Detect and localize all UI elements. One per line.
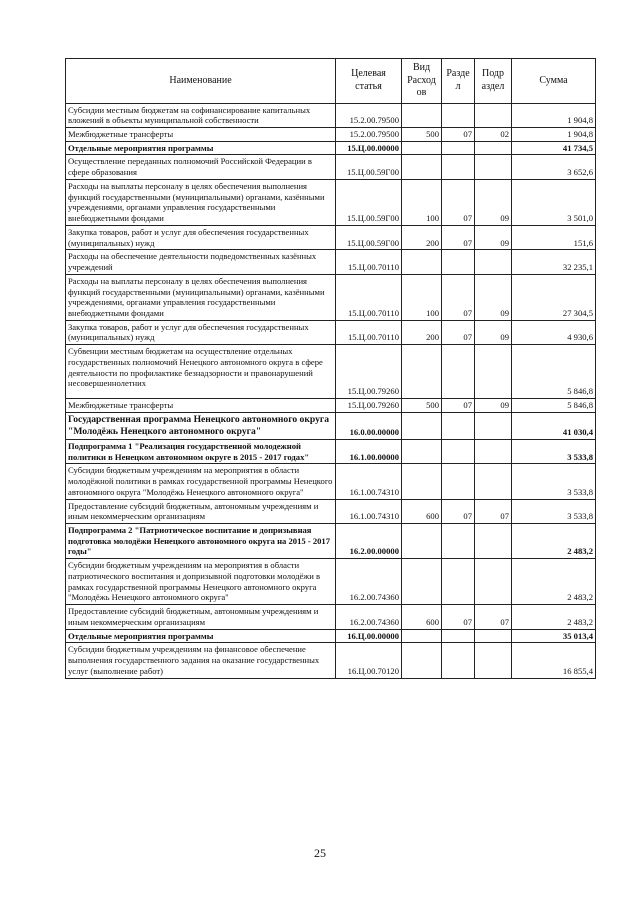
row-sum: 5 846,8 (512, 399, 596, 413)
header-subsection: Подр аздел (475, 59, 512, 104)
row-target-code: 16.1.00.00000 (336, 439, 402, 463)
table-row (66, 127, 596, 141)
row-sum: 2 483,2 (512, 559, 596, 605)
row-section (442, 629, 475, 643)
row-subsection (475, 559, 512, 605)
table-row (66, 345, 596, 399)
header-target: Целевая статья (336, 59, 402, 104)
row-target-code: 16.1.00.74310 (336, 499, 402, 523)
row-name: Предоставление субсидий бюджетным, автономным учреждениям и иным некоммерческим организациям (66, 499, 336, 523)
row-subsection (475, 464, 512, 499)
row-name: Межбюджетные трансферты (66, 399, 336, 413)
row-sum: 32 235,1 (512, 250, 596, 274)
row-name: Государственная программа Ненецкого автономного округа "Молодёжь Ненецкого автономного округа" (66, 412, 336, 439)
row-name: Подпрограмма 2 "Патриотическое воспитание и допризывная подготовка молодёжи Ненецкого автономного округа на 2015 - 2017 годы" (66, 523, 336, 558)
row-name: Предоставление субсидий бюджетным, автономным учреждениям и иным некоммерческим организациям (66, 605, 336, 629)
row-target-code: 15.Ц.00.79260 (336, 345, 402, 399)
table-row (66, 155, 596, 179)
table-row (66, 250, 596, 274)
row-target-code: 15.Ц.00.59Г00 (336, 225, 402, 249)
table-row (66, 225, 596, 249)
table-row (66, 523, 596, 558)
row-target-code: 16.2.00.00000 (336, 523, 402, 558)
row-name: Отдельные мероприятия программы (66, 629, 336, 643)
row-sum: 5 846,8 (512, 345, 596, 399)
row-expense-type (402, 643, 442, 678)
row-subsection (475, 643, 512, 678)
row-section: 07 (442, 274, 475, 320)
table-row (66, 399, 596, 413)
row-name: Субсидии местным бюджетам на софинансирование капитальных вложений в объекты муниципальной собственности (66, 103, 336, 127)
row-section (442, 523, 475, 558)
row-section (442, 464, 475, 499)
row-subsection (475, 439, 512, 463)
row-subsection: 07 (475, 499, 512, 523)
table-row (66, 274, 596, 320)
row-subsection (475, 345, 512, 399)
row-target-code: 15.2.00.79500 (336, 127, 402, 141)
table-header-row (66, 59, 596, 104)
table-row (66, 179, 596, 225)
row-expense-type: 600 (402, 605, 442, 629)
row-subsection: 07 (475, 605, 512, 629)
row-section: 07 (442, 127, 475, 141)
table-row (66, 499, 596, 523)
row-expense-type (402, 439, 442, 463)
row-expense-type: 100 (402, 274, 442, 320)
row-subsection (475, 523, 512, 558)
row-section: 07 (442, 320, 475, 344)
row-target-code: 16.Ц.00.70120 (336, 643, 402, 678)
row-target-code: 16.2.00.74360 (336, 559, 402, 605)
row-name: Закупка товаров, работ и услуг для обеспечения государственных (муниципальных) нужд (66, 320, 336, 344)
table-row (66, 412, 596, 439)
row-section: 07 (442, 499, 475, 523)
row-name: Субсидии бюджетным учреждениям на мероприятия в области патриотического воспитания и допризывной подготовки молодёжи в рамках государственной программы Ненецкого автономного округа "Молодёжь Ненецкого автономного округа" (66, 559, 336, 605)
row-sum: 35 013,4 (512, 629, 596, 643)
row-subsection (475, 412, 512, 439)
table-row (66, 629, 596, 643)
row-subsection (475, 103, 512, 127)
row-section (442, 345, 475, 399)
row-subsection: 09 (475, 225, 512, 249)
row-sum: 3 652,6 (512, 155, 596, 179)
row-section (442, 250, 475, 274)
row-name: Расходы на обеспечение деятельности подведомственных казённых учреждений (66, 250, 336, 274)
row-expense-type: 200 (402, 225, 442, 249)
row-sum: 2 483,2 (512, 605, 596, 629)
row-expense-type (402, 345, 442, 399)
row-section (442, 439, 475, 463)
row-expense-type: 500 (402, 399, 442, 413)
header-expense-type: Вид Расход ов (402, 59, 442, 104)
row-name: Субвенции местным бюджетам на осуществление отдельных государственных полномочий Ненецкого автономного округа в сфере деятельности по профилактике безнадзорности и правонарушений несовершеннолетних (66, 345, 336, 399)
table-row (66, 605, 596, 629)
row-name: Подпрограмма 1 "Реализация государственной молодежной политики в Ненецком автономном округе в 2015 - 2017 годах" (66, 439, 336, 463)
row-target-code: 15.Ц.00.70110 (336, 320, 402, 344)
row-name: Субсидии бюджетным учреждениям на мероприятия в области молодёжной политики в рамках государственной программы Ненецкого автономного округа "Молодёжь Ненецкого автономного округа" (66, 464, 336, 499)
page-number: 25 (314, 846, 326, 860)
row-name: Расходы на выплаты персоналу в целях обеспечения выполнения функций государственными (муниципальными) органами, казёнными учреждениями, органами управления государственными внебюджетными фондами (66, 179, 336, 225)
table-row (66, 559, 596, 605)
row-section (442, 643, 475, 678)
row-section (442, 412, 475, 439)
row-sum: 2 483,2 (512, 523, 596, 558)
row-section: 07 (442, 225, 475, 249)
row-expense-type (402, 103, 442, 127)
row-sum: 3 533,8 (512, 499, 596, 523)
row-section: 07 (442, 605, 475, 629)
row-name: Закупка товаров, работ и услуг для обеспечения государственных (муниципальных) нужд (66, 225, 336, 249)
row-sum: 41 734,5 (512, 141, 596, 155)
row-target-code: 15.Ц.00.59Г00 (336, 179, 402, 225)
row-subsection: 02 (475, 127, 512, 141)
row-subsection: 09 (475, 274, 512, 320)
row-target-code: 15.Ц.00.00000 (336, 141, 402, 155)
table-row (66, 141, 596, 155)
row-subsection (475, 250, 512, 274)
row-sum: 151,6 (512, 225, 596, 249)
header-sum: Сумма (512, 59, 596, 104)
row-name: Субсидии бюджетным учреждениям на финансовое обеспечение выполнения государственного задания на оказание государственных услуг (выполнение работ) (66, 643, 336, 678)
row-expense-type (402, 523, 442, 558)
header-name: Наименование (66, 59, 336, 104)
row-target-code: 16.Ц.00.00000 (336, 629, 402, 643)
row-expense-type (402, 629, 442, 643)
row-target-code: 15.Ц.00.70110 (336, 274, 402, 320)
row-section (442, 141, 475, 155)
header-section: Разде л (442, 59, 475, 104)
row-name: Межбюджетные трансферты (66, 127, 336, 141)
row-sum: 3 533,8 (512, 464, 596, 499)
row-sum: 41 030,4 (512, 412, 596, 439)
row-target-code: 15.Ц.00.59Г00 (336, 155, 402, 179)
row-section: 07 (442, 399, 475, 413)
row-expense-type (402, 412, 442, 439)
row-target-code: 15.Ц.00.79260 (336, 399, 402, 413)
row-subsection: 09 (475, 399, 512, 413)
row-sum: 16 855,4 (512, 643, 596, 678)
table-row (66, 320, 596, 344)
budget-table (65, 58, 596, 679)
row-subsection (475, 629, 512, 643)
row-sum: 3 501,0 (512, 179, 596, 225)
row-section: 07 (442, 179, 475, 225)
row-section (442, 155, 475, 179)
row-section (442, 559, 475, 605)
row-sum: 1 904,8 (512, 127, 596, 141)
row-expense-type (402, 250, 442, 274)
row-subsection (475, 155, 512, 179)
row-sum: 1 904,8 (512, 103, 596, 127)
table-row (66, 439, 596, 463)
table-row (66, 103, 596, 127)
row-name: Отдельные мероприятия программы (66, 141, 336, 155)
row-expense-type (402, 155, 442, 179)
row-expense-type: 600 (402, 499, 442, 523)
row-target-code: 16.1.00.74310 (336, 464, 402, 499)
table-row (66, 464, 596, 499)
row-subsection (475, 141, 512, 155)
row-expense-type (402, 559, 442, 605)
row-expense-type: 500 (402, 127, 442, 141)
row-sum: 27 304,5 (512, 274, 596, 320)
row-expense-type: 100 (402, 179, 442, 225)
row-expense-type: 200 (402, 320, 442, 344)
row-target-code: 16.0.00.00000 (336, 412, 402, 439)
row-name: Расходы на выплаты персоналу в целях обеспечения выполнения функций государственными (муниципальными) органами, казёнными учреждениями, органами управления государственными внебюджетными фондами (66, 274, 336, 320)
row-subsection: 09 (475, 179, 512, 225)
row-expense-type (402, 141, 442, 155)
row-subsection: 09 (475, 320, 512, 344)
table-row (66, 643, 596, 678)
row-section (442, 103, 475, 127)
row-sum: 3 533,8 (512, 439, 596, 463)
row-target-code: 15.Ц.00.70110 (336, 250, 402, 274)
row-name: Осуществление переданных полномочий Российской Федерации в сфере образования (66, 155, 336, 179)
row-expense-type (402, 464, 442, 499)
row-target-code: 15.2.00.79500 (336, 103, 402, 127)
row-sum: 4 930,6 (512, 320, 596, 344)
row-target-code: 16.2.00.74360 (336, 605, 402, 629)
